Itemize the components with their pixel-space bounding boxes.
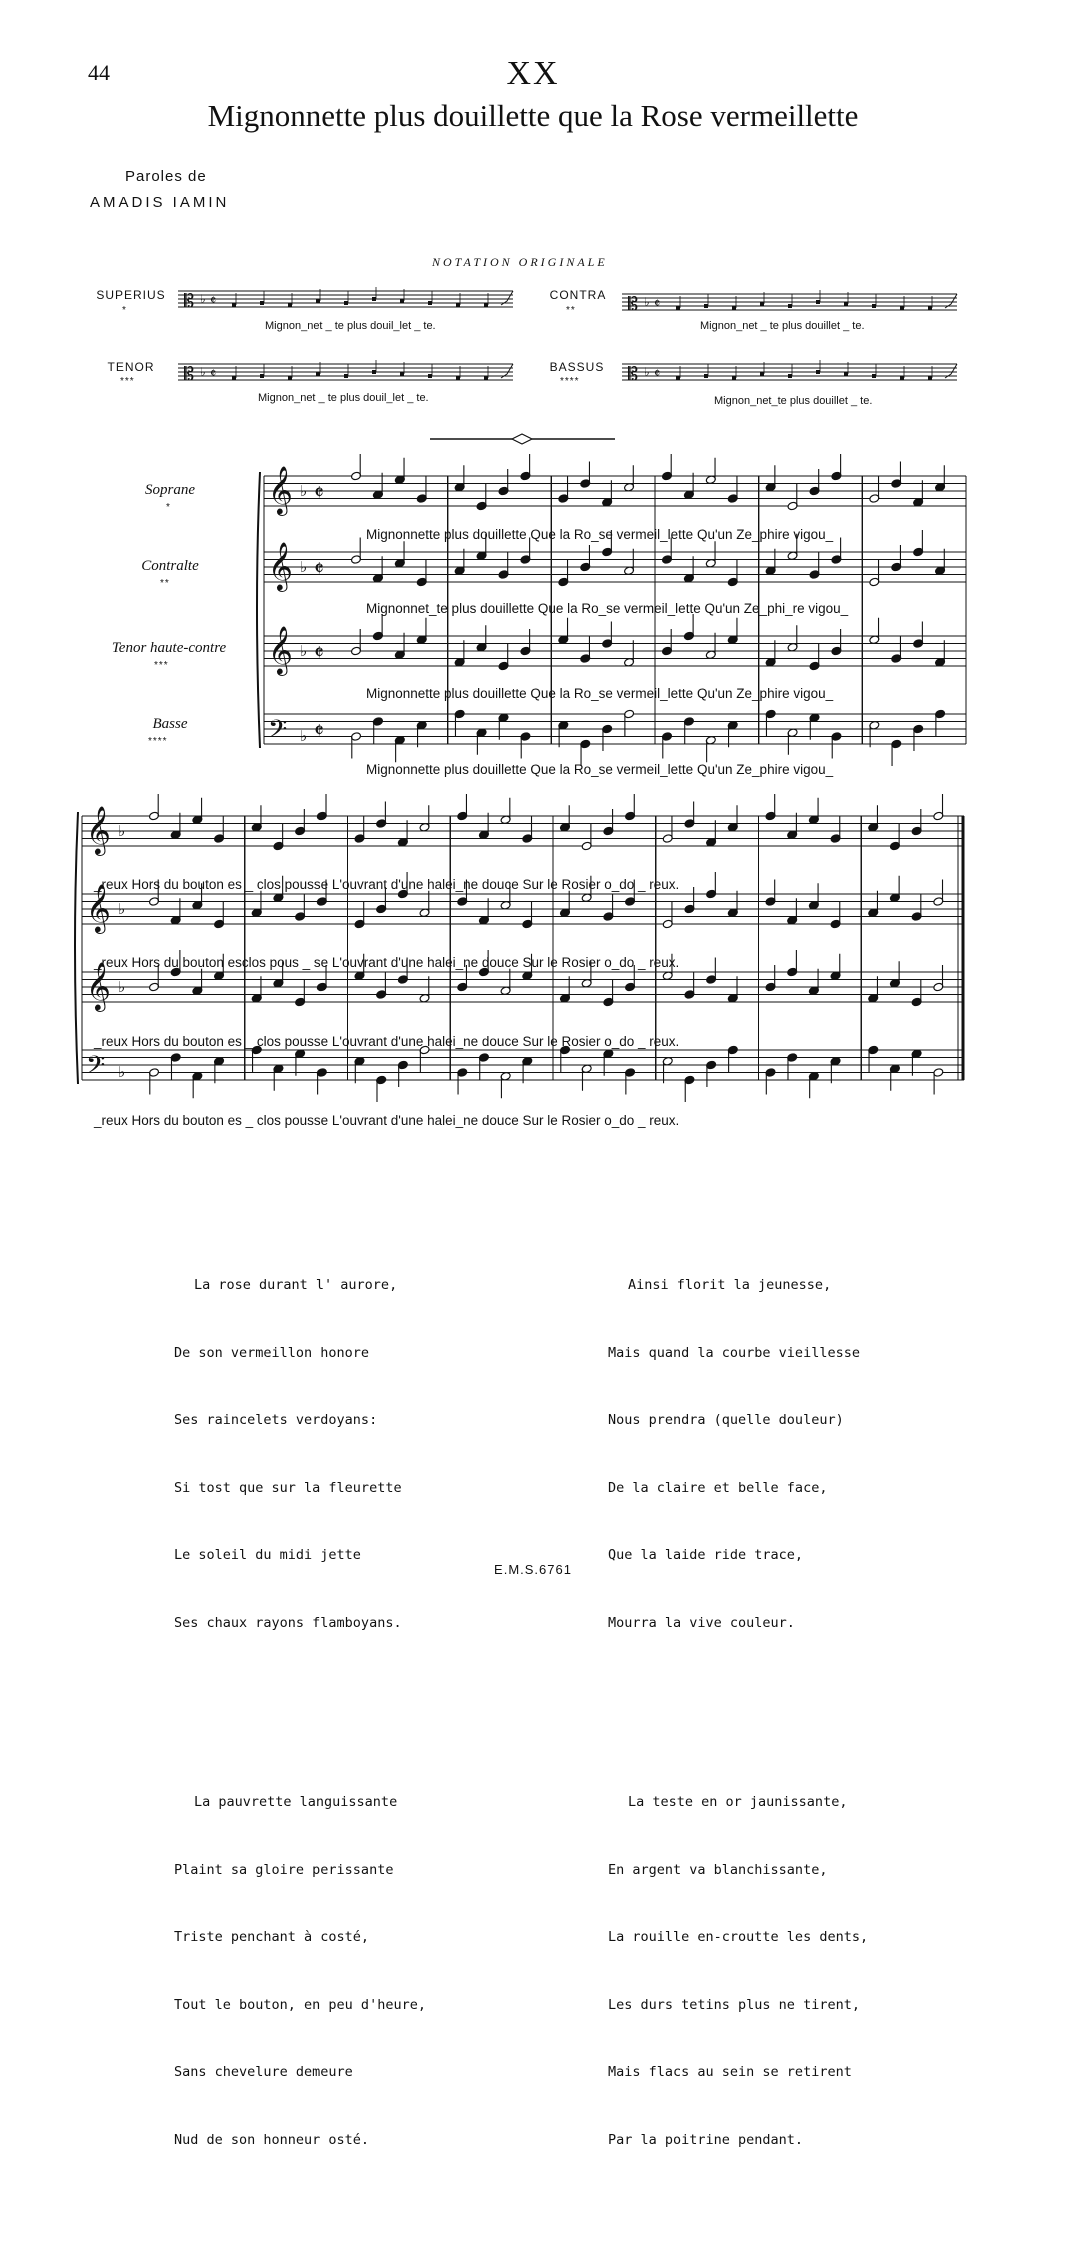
flat-icon: ♭ — [118, 900, 126, 918]
publisher-code: E.M.S.6761 — [494, 1562, 572, 1577]
meter-icon: 𝄵 — [314, 719, 324, 744]
poem-line: La teste en or jaunissante, — [628, 1794, 848, 1810]
neume-note — [372, 297, 376, 301]
voice-stars-superius: * — [122, 305, 127, 316]
neume-note — [428, 374, 432, 378]
neume-note — [900, 306, 904, 310]
neume-note — [456, 376, 460, 380]
neume-note — [344, 374, 348, 378]
staff-tenor — [178, 358, 523, 386]
flat-icon: ♭ — [644, 295, 650, 309]
neume-note — [372, 370, 376, 374]
page-number: 44 — [88, 60, 110, 85]
piece-number: XX — [506, 55, 560, 92]
voice-stars-contra: ** — [566, 305, 576, 316]
poem-line: Sans chevelure demeure — [174, 2064, 353, 2080]
system1-lyric-contralte: Mignonnet_te plus douillette Que la Ro_se vermeil_lette Qu'un Ze_phi_re vigou_ — [366, 601, 849, 616]
flat-icon: ♭ — [300, 482, 308, 500]
staff-superius — [178, 285, 523, 313]
neume-note — [788, 304, 792, 308]
neume-note — [928, 376, 932, 380]
neume-note — [484, 303, 488, 307]
neume-note — [676, 376, 680, 380]
neume-note — [316, 299, 320, 303]
neume-note — [816, 370, 820, 374]
neume-note — [260, 374, 264, 378]
score-voice-tenor: Tenor haute-contre — [111, 640, 227, 656]
flat-icon: ♭ — [644, 365, 650, 379]
score-stars-soprane: * — [166, 502, 171, 513]
lyric-superius: Mignon_net _ te plus douil_let _ te. — [265, 320, 436, 332]
voice-stars-tenor: *** — [120, 376, 135, 387]
meter-icon: 𝄵 — [210, 293, 217, 309]
voice-label-contra: CONTRA — [549, 288, 607, 302]
score-voice-contralte: Contralte — [141, 558, 199, 574]
neume-note — [732, 376, 736, 380]
voice-label-tenor: TENOR — [107, 360, 155, 374]
bass-clef-icon: 𝄢 — [268, 715, 288, 750]
system1-lyric-tenor: Mignonnette plus douillette Que la Ro_se vermeil_lette Qu'un Ze_phire vigou_ — [366, 686, 834, 701]
neume-note — [316, 372, 320, 376]
clef-icon: 𝄡 — [184, 291, 195, 312]
staff-contra — [622, 288, 967, 316]
flat-icon: ♭ — [200, 365, 206, 379]
poem-line: De son vermeillon honore — [174, 1344, 370, 1361]
flat-icon: ♭ — [300, 642, 308, 660]
treble-clef-icon: 𝄞 — [268, 465, 293, 514]
poem-line: Mais flacs au sein se retirent — [608, 2064, 852, 2080]
flat-icon: ♭ — [200, 292, 206, 306]
neume-note — [844, 372, 848, 376]
neume-note — [760, 302, 764, 306]
poem-line: Ainsi florit la jeunesse, — [628, 1277, 832, 1293]
notation-heading: NOTATION ORIGINALE — [432, 255, 608, 269]
clef-icon: 𝄡 — [628, 364, 639, 385]
neume-note — [872, 304, 876, 308]
neume-note — [872, 374, 876, 378]
neume-note — [428, 301, 432, 305]
neume-note — [288, 303, 292, 307]
neume-note — [344, 301, 348, 305]
neume-note — [928, 306, 932, 310]
poem-line: Que la laide ride trace, — [608, 1547, 804, 1563]
lyric-bassus: Mignon_net_te plus douillet _ te. — [714, 395, 873, 407]
meter-icon: 𝄵 — [210, 366, 217, 382]
flat-icon: ♭ — [118, 1063, 126, 1081]
score-stars-contralte: ** — [160, 578, 170, 589]
poem-line: Les durs tetins plus ne tirent, — [608, 1996, 860, 2013]
neume-note — [484, 376, 488, 380]
system2-lyric-soprane: _reux Hors du bouton es _ clos pousse L'ouvrant d'une halei_ne douce Sur le Rosier o_do _ reux. — [94, 877, 680, 892]
system1-lyric-soprane: Mignonnette plus douillette Que la Ro_se vermeil_lette Qu'un Ze_phire vigou_ — [366, 527, 834, 542]
meter-icon: 𝄵 — [654, 366, 661, 382]
poem-line: De la claire et belle face, — [608, 1479, 828, 1496]
poem-line: Ses chaux rayons flamboyans. — [174, 1614, 402, 1631]
poem-line: Par la poitrine pendant. — [608, 2131, 804, 2148]
flat-icon: ♭ — [118, 978, 126, 996]
meter-icon: 𝄵 — [314, 481, 324, 506]
poem-line: Plaint sa gloire perissante — [174, 1861, 394, 1878]
system1-lyric-basse: Mignonnette plus douillette Que la Ro_se vermeil_lette Qu'un Ze_phire vigou_ — [366, 762, 834, 777]
clef-icon: 𝄡 — [184, 364, 195, 385]
poem-line: La rose durant l' aurore, — [194, 1277, 398, 1293]
poem-line: Mais quand la courbe vieillesse — [608, 1344, 860, 1361]
score-voice-basse: Basse — [152, 716, 188, 732]
neume-note — [788, 374, 792, 378]
credits-paroles: Paroles de — [125, 168, 207, 185]
poem-stanza — [174, 1746, 426, 2196]
neume-note — [704, 374, 708, 378]
poem-line: Nous prendra (quelle douleur) — [608, 1412, 844, 1428]
neume-note — [732, 306, 736, 310]
flat-icon: ♭ — [118, 822, 126, 840]
poem-line: Nud de son honneur osté. — [174, 2131, 370, 2148]
treble-clef-icon: 𝄞 — [86, 961, 111, 1010]
treble-clef-icon: 𝄞 — [86, 883, 111, 932]
poem-stanza — [608, 1746, 868, 2196]
neume-note — [844, 302, 848, 306]
treble-clef-icon: 𝄞 — [86, 805, 111, 854]
poem-line: Mourra la vive couleur. — [608, 1614, 795, 1631]
clef-icon: 𝄡 — [628, 294, 639, 315]
ornament-divider — [430, 432, 615, 446]
poem-right-column — [608, 1184, 868, 2241]
neume-note — [232, 303, 236, 307]
neume-note — [456, 303, 460, 307]
staff-bassus — [622, 358, 967, 386]
poem-line: Ses raincelets verdoyans: — [174, 1412, 378, 1428]
score-voice-soprane: Soprane — [145, 482, 195, 498]
meter-icon: 𝄵 — [314, 641, 324, 666]
score-stars-basse: **** — [148, 736, 168, 747]
page-title: Mignonnette plus douillette que la Rose vermeillette — [207, 98, 859, 133]
voice-label-superius: SUPERIUS — [96, 288, 166, 302]
neume-note — [760, 372, 764, 376]
system2-lyric-tenor: _reux Hors du bouton es _ clos pousse L'ouvrant d'une halei_ne douce Sur le Rosier o_do _ reux. — [94, 1034, 680, 1049]
poem-line: Tout le bouton, en peu d'heure, — [174, 1996, 426, 2013]
credits-author: AMADIS IAMIN — [90, 194, 230, 211]
poem-line: La rouille en-croutte les dents, — [608, 1929, 869, 1945]
meter-icon: 𝄵 — [654, 296, 661, 312]
poem-line: La pauvrette languissante — [194, 1794, 398, 1810]
poem-left-column — [174, 1184, 426, 2241]
neume-note — [900, 376, 904, 380]
poem-line: Triste penchant à costé, — [174, 1929, 370, 1945]
lyric-tenor: Mignon_net _ te plus douil_let _ te. — [258, 392, 429, 404]
neume-note — [260, 301, 264, 305]
poem-line: Si tost que sur la fleurette — [174, 1479, 402, 1496]
neume-note — [400, 299, 404, 303]
poem-stanza — [608, 1229, 868, 1679]
system2-lyric-basse: _reux Hors du bouton es _ clos pousse L'ouvrant d'une halei_ne douce Sur le Rosier o_do _ reux. — [94, 1113, 680, 1128]
poem-line: En argent va blanchissante, — [608, 1861, 828, 1878]
lyric-contra: Mignon_net _ te plus douillet _ te. — [700, 320, 865, 332]
system-bracket — [257, 472, 260, 748]
neume-note — [232, 376, 236, 380]
poem-line: Le soleil du midi jette — [174, 1547, 361, 1563]
neume-note — [816, 300, 820, 304]
voice-stars-bassus: **** — [560, 376, 580, 387]
neume-note — [704, 304, 708, 308]
neume-note — [676, 306, 680, 310]
flat-icon: ♭ — [300, 558, 308, 576]
flat-icon: ♭ — [300, 727, 308, 745]
neume-note — [288, 376, 292, 380]
score-system-1 — [258, 465, 968, 770]
system2-lyric-contralte: _reux Hors du bouton esclos pous _ se L'ouvrant d'une halei_ne douce Sur le Rosier o_do _ reux. — [94, 955, 680, 970]
treble-clef-icon: 𝄞 — [268, 625, 293, 674]
meter-icon: 𝄵 — [314, 557, 324, 582]
score-stars-tenor: *** — [154, 660, 169, 671]
system-bracket — [75, 812, 78, 1084]
bass-clef-icon: 𝄢 — [86, 1051, 106, 1086]
poem-stanza — [174, 1229, 426, 1679]
neume-note — [400, 372, 404, 376]
treble-clef-icon: 𝄞 — [268, 541, 293, 590]
voice-label-bassus: BASSUS — [549, 360, 605, 374]
